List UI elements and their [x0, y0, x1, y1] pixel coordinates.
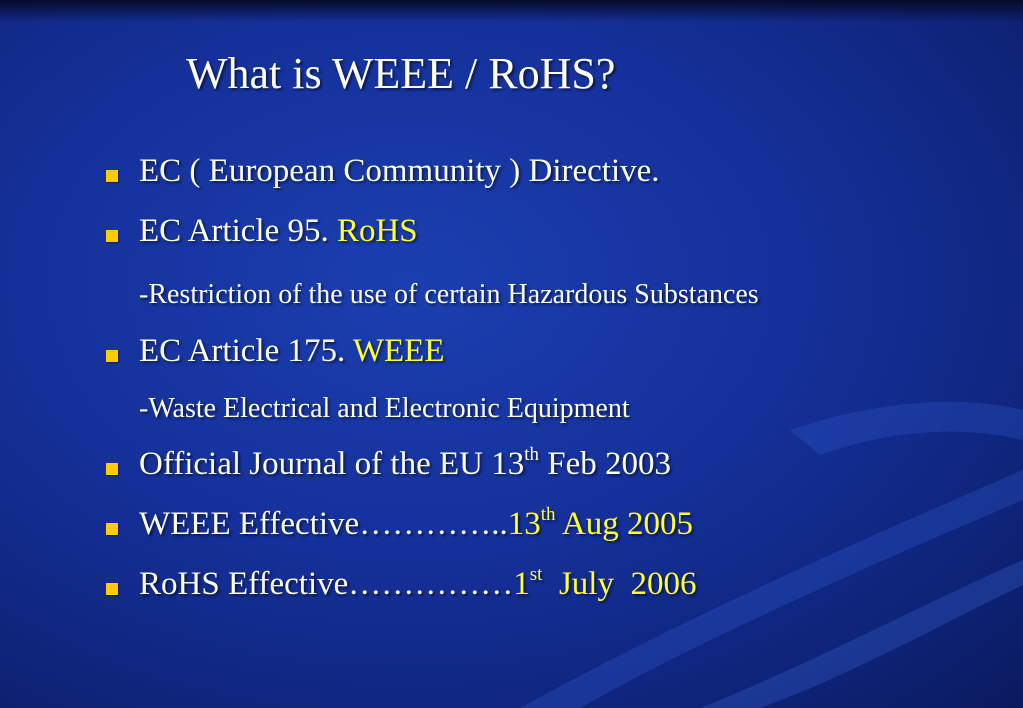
bullet-marker [106, 463, 118, 475]
date-rest: Aug 2005 [555, 506, 693, 542]
ordinal-suffix: th [540, 504, 556, 525]
bullet-item-rohs-effective [139, 566, 696, 603]
bullet-marker [106, 350, 118, 362]
bullet-text: WEEE Effective………….. [139, 506, 508, 542]
bullet-item-ec-directive [139, 153, 660, 190]
sub-item-weee-definition [139, 393, 630, 425]
bullet-marker [106, 583, 118, 595]
bullet-text: Official Journal of the EU 13 [139, 446, 525, 482]
bullet-item-article-95 [139, 213, 418, 250]
rohs-highlight: RoHS [336, 213, 418, 249]
sub-text: -Restriction of the use of certain Hazardous Substances [139, 279, 759, 310]
ordinal-suffix: st [529, 564, 543, 585]
bullet-item-article-175 [139, 333, 445, 370]
weee-highlight: WEEE [352, 333, 445, 369]
sub-item-rohs-definition [139, 279, 759, 311]
bullet-text-after: Feb 2003 [539, 446, 671, 482]
date-day: 1 [513, 566, 530, 602]
bullet-marker [106, 170, 118, 182]
rohs-date-highlight [513, 566, 696, 602]
bullet-marker [106, 230, 118, 242]
sub-text: -Waste Electrical and Electronic Equipment [139, 393, 630, 424]
top-shadow-band [0, 0, 1023, 22]
slide-title: What is WEEE / RoHS? [186, 49, 616, 98]
bullet-text: EC Article 95. [139, 213, 337, 249]
bullet-text: RoHS Effective…………… [139, 566, 514, 602]
bullet-item-official-journal [139, 446, 671, 483]
bullet-text: EC Article 175. [139, 333, 353, 369]
weee-date-highlight [508, 506, 693, 542]
date-day: 13 [507, 506, 541, 542]
bullet-item-weee-effective [139, 506, 693, 543]
date-rest: July 2006 [542, 566, 697, 602]
ordinal-suffix: th [524, 444, 539, 465]
bullet-text: EC ( European Community ) Directive. [139, 153, 660, 189]
bullet-marker [106, 523, 118, 535]
